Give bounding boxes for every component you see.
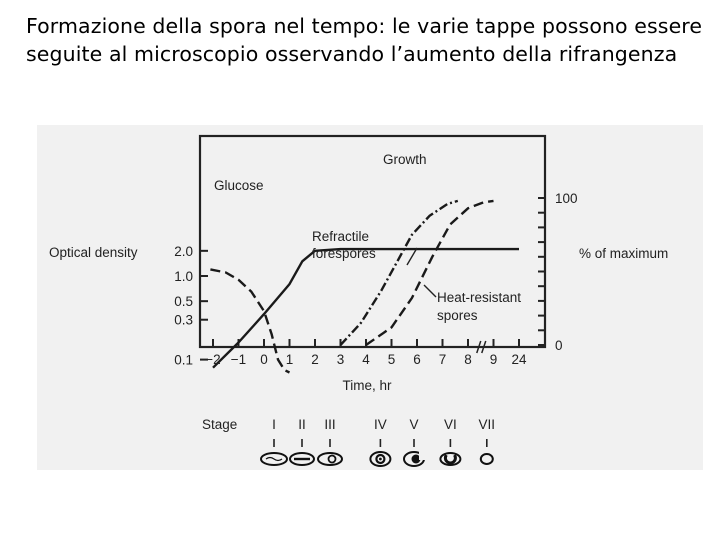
refractile-label-line: forespores [312, 246, 376, 261]
stage-label: IV [374, 417, 387, 432]
cell-lysis-gap [419, 451, 427, 460]
cell-nucleus-icon [266, 458, 282, 461]
stage-label: VII [478, 417, 496, 432]
forespore-core-icon [379, 458, 382, 461]
x-tick-label: 9 [489, 352, 498, 367]
x-tick-label: 24 [511, 352, 527, 367]
heat-resistant-label [437, 290, 521, 323]
growth-label: Growth [383, 152, 427, 167]
refractile-label-line: Refractile [312, 229, 370, 244]
stage-row-label: Stage [202, 417, 238, 432]
stage-row [202, 417, 495, 466]
y-left-tick-label: 0.1 [174, 352, 193, 368]
stage-label: V [409, 417, 419, 432]
y-left-axis-title: Optical density [49, 245, 138, 260]
x-tick-label: −1 [230, 352, 247, 367]
x-tick-label: 4 [362, 352, 370, 367]
sporulation-figure [37, 125, 703, 470]
y-right-tick-label: 100 [555, 191, 578, 206]
stage-label: I [272, 417, 276, 432]
x-tick-label: 3 [336, 352, 345, 367]
x-tick-label: 5 [387, 352, 396, 367]
stage-label: VI [444, 417, 457, 432]
x-tick-label: 1 [285, 352, 294, 367]
plot-border [200, 136, 545, 347]
chart-text-layer [49, 152, 668, 393]
x-tick-label: 6 [413, 352, 421, 367]
x-tick-label: −2 [205, 352, 221, 367]
heat-resistant-leader [424, 285, 436, 297]
stage-cell-icon [318, 453, 342, 465]
x-tick-label: 8 [464, 352, 472, 367]
y-right-axis-title: % of maximum [579, 246, 669, 261]
x-axis-title: Time, hr [342, 378, 392, 393]
axis-ticks [200, 198, 545, 360]
y-right-tick-label: 0 [555, 338, 563, 353]
series-line-2 [341, 201, 458, 345]
x-tick-label: 0 [260, 352, 268, 367]
y-left-tick-label: 1.0 [174, 269, 193, 284]
refractile-leader [407, 248, 417, 265]
stage-label: II [298, 417, 306, 432]
y-left-tick-label: 0.5 [174, 294, 193, 310]
forespore-icon [329, 456, 336, 463]
glucose-label: Glucose [214, 178, 264, 193]
slide-title: Formazione della spora nel tempo: le varie tappe possono essere seguite al microscopio osservando l’aumento della rifrangenza [26, 14, 703, 66]
series-line-3 [366, 201, 494, 345]
stage-cell-icon [481, 454, 493, 464]
y-left-tick-label: 2.0 [174, 243, 193, 259]
plot-frame [200, 136, 545, 347]
x-tick-label: 7 [438, 352, 447, 367]
y-left-tick-label: 0.3 [174, 312, 193, 328]
x-tick-label: 2 [311, 352, 319, 367]
heat-resistant-label-line: Heat-resistant [437, 290, 522, 305]
sporulation-chart [37, 125, 703, 470]
refractile-label [312, 229, 376, 261]
stage-label: III [324, 417, 336, 432]
heat-resistant-label-line: spores [437, 308, 478, 323]
spore-icon [445, 455, 455, 463]
